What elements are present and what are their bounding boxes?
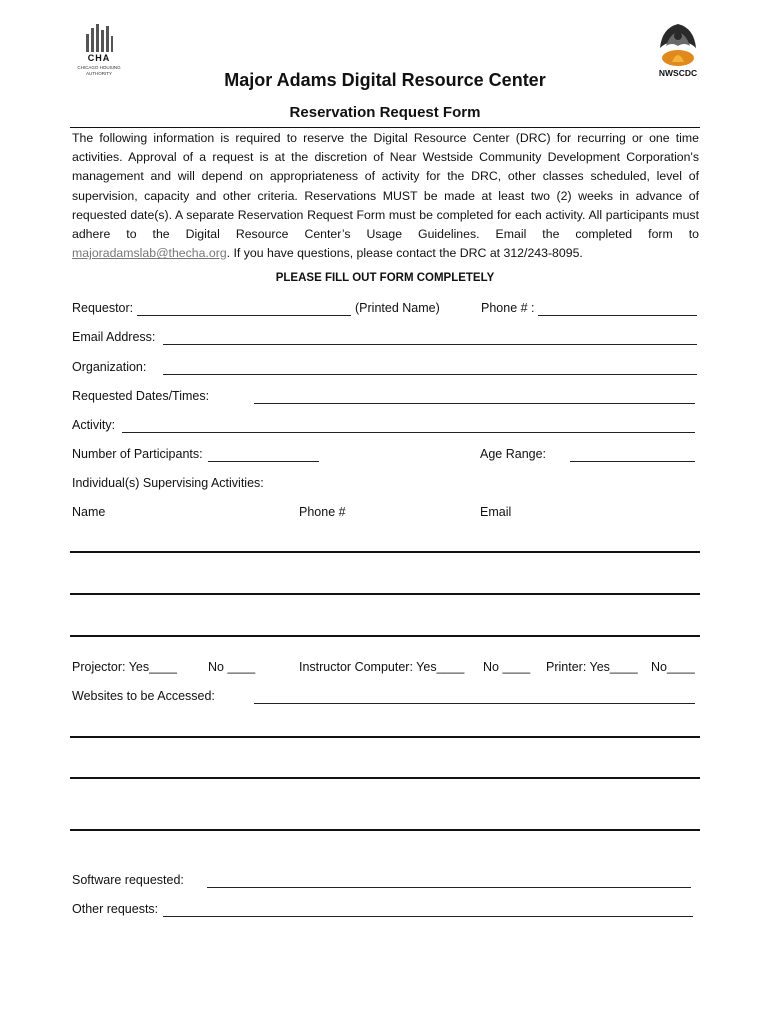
websites-entry-line[interactable] [70, 736, 700, 738]
phone-field[interactable] [538, 315, 697, 316]
cha-logo-subtext: CHICAGO HOUSING AUTHORITY [77, 65, 121, 76]
requestor-label: Requestor: [72, 301, 134, 315]
printer-no-option[interactable]: No____ [651, 660, 695, 674]
organization-field[interactable] [163, 374, 697, 375]
software-label: Software requested: [72, 873, 184, 887]
activity-field[interactable] [122, 432, 695, 433]
other-requests-label: Other requests: [72, 902, 159, 916]
form-instruction-heading: PLEASE FILL OUT FORM COMPLETELY [275, 272, 495, 284]
form-subtitle: Reservation Request Form [289, 104, 481, 121]
supervisor-phone-column: Phone # [299, 505, 346, 519]
cha-building-icon [84, 22, 114, 52]
printed-name-label: (Printed Name) [355, 301, 440, 315]
supervisor-entry-line[interactable] [70, 551, 700, 553]
nwscdc-logo-text: NWSCDC [658, 68, 698, 78]
websites-entry-line[interactable] [70, 829, 700, 831]
email-field[interactable] [163, 344, 697, 345]
requestor-name-field[interactable] [137, 315, 351, 316]
phone-label: Phone # : [481, 301, 535, 315]
organization-label: Organization: [72, 360, 147, 374]
other-requests-field[interactable] [163, 916, 693, 917]
page-title: Major Adams Digital Resource Center [224, 70, 546, 90]
websites-label: Websites to be Accessed: [72, 689, 215, 703]
requested-dates-field[interactable] [254, 403, 695, 404]
supervisors-label: Individual(s) Supervising Activities: [72, 476, 264, 490]
projector-no-option[interactable]: No ____ [208, 660, 256, 674]
supervisor-name-column: Name [72, 505, 106, 519]
software-field[interactable] [207, 887, 691, 888]
activity-label: Activity: [72, 418, 116, 432]
intro-paragraph [72, 129, 699, 263]
projector-yes-option[interactable]: Projector: Yes____ [72, 660, 177, 674]
instructor-computer-yes-option[interactable]: Instructor Computer: Yes____ [299, 660, 465, 674]
cha-logo-text: CHA [87, 53, 111, 63]
instructor-computer-no-option[interactable]: No ____ [483, 660, 531, 674]
email-label: Email Address: [72, 330, 156, 344]
age-range-label: Age Range: [480, 447, 547, 461]
intro-text-end: . If you have questions, please contact the DRC at 312/243-8095. [226, 246, 583, 261]
printer-yes-option[interactable]: Printer: Yes____ [546, 660, 638, 674]
requested-dates-label: Requested Dates/Times: [72, 389, 210, 403]
participants-label: Number of Participants: [72, 447, 203, 461]
contact-email-link[interactable]: majoradamslab@thecha.org [72, 246, 227, 261]
participants-field[interactable] [208, 461, 319, 462]
phoenix-icon [652, 18, 704, 68]
supervisor-entry-line[interactable] [70, 635, 700, 637]
age-range-field[interactable] [570, 461, 695, 462]
supervisor-email-column: Email [480, 505, 512, 519]
websites-entry-line[interactable] [70, 777, 700, 779]
intro-text: The following information is required to reserve the Digital Resource Center (DRC) for recurring or one time activities. Approval of a request is at the discretion of Near Westside Community Development Corporation's management and will depend on appropriateness of activity for the DRC, other classes scheduled, level of supervision, capacity and other criteria. Reservations MUST be made at least two (2) weeks in advance of requested date(s). A separate Reservation Request Form must be completed for each activity. All participants must adhere to the Digital Resource Center’s Usage Guidelines. Email the completed form to [72, 131, 699, 242]
title-divider [70, 127, 700, 128]
websites-field[interactable] [254, 703, 695, 704]
supervisor-entry-line[interactable] [70, 593, 700, 595]
